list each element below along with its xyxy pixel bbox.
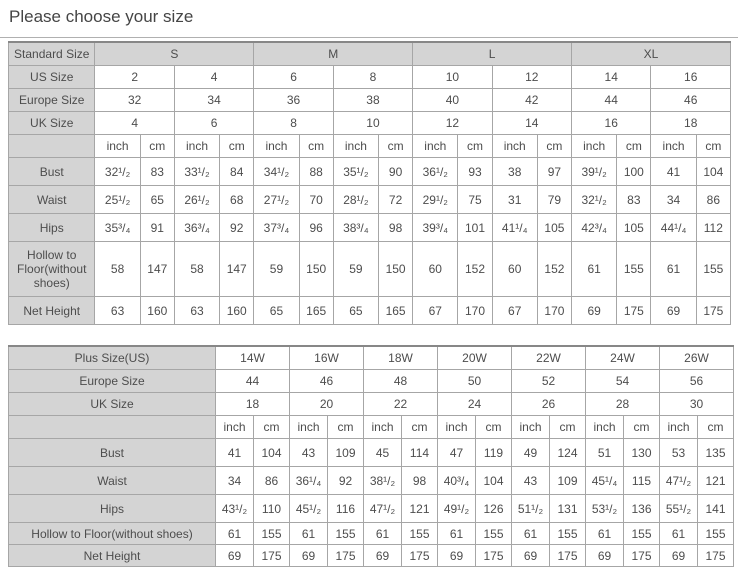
measure-value: 38³/₄	[333, 214, 378, 242]
measure-value: 61	[586, 523, 624, 545]
measure-value: 105	[537, 214, 571, 242]
unit-cell: inch	[651, 135, 696, 158]
size-value: 46	[290, 370, 364, 393]
size-value: 22W	[512, 346, 586, 370]
measure-value: 60	[492, 242, 537, 297]
size-value: 42	[492, 89, 571, 112]
measure-value: 61	[438, 523, 476, 545]
measure-value: 150	[299, 242, 333, 297]
measure-value: 91	[140, 214, 174, 242]
size-value: 14	[492, 112, 571, 135]
row-label: Net Height	[9, 545, 216, 567]
table-row	[9, 186, 731, 214]
unit-cell: cm	[220, 135, 254, 158]
measure-value: 65	[333, 297, 378, 325]
table-row	[9, 467, 734, 495]
measure-value: 34	[651, 186, 696, 214]
measure-value: 65	[254, 297, 299, 325]
size-value: 4	[174, 66, 253, 89]
measure-value: 104	[696, 158, 730, 186]
unit-cell: cm	[402, 416, 438, 439]
unit-cell: inch	[413, 135, 458, 158]
unit-cell: cm	[550, 416, 586, 439]
unit-cell: cm	[698, 416, 734, 439]
measure-value: 29¹/₂	[413, 186, 458, 214]
measure-value: 98	[378, 214, 412, 242]
measure-value: 61	[216, 523, 254, 545]
unit-cell: cm	[378, 135, 412, 158]
unit-cell: inch	[572, 135, 617, 158]
measure-value: 130	[624, 439, 660, 467]
measure-value: 170	[458, 297, 492, 325]
measure-value: 114	[402, 439, 438, 467]
size-value: 10	[413, 66, 492, 89]
measure-value: 92	[328, 467, 364, 495]
size-value: 26W	[660, 346, 734, 370]
measure-value: 69	[438, 545, 476, 567]
measure-value: 35³/₄	[95, 214, 140, 242]
measure-value: 75	[458, 186, 492, 214]
size-value: 26	[512, 393, 586, 416]
size-value: 30	[660, 393, 734, 416]
measure-value: 45	[364, 439, 402, 467]
measure-value: 110	[254, 495, 290, 523]
measure-value: 86	[254, 467, 290, 495]
size-value: 44	[572, 89, 651, 112]
measure-value: 61	[651, 242, 696, 297]
size-value: 54	[586, 370, 660, 393]
measure-value: 101	[458, 214, 492, 242]
measure-value: 175	[476, 545, 512, 567]
measure-value: 150	[378, 242, 412, 297]
measure-value: 165	[299, 297, 333, 325]
measure-value: 98	[402, 467, 438, 495]
measure-value: 175	[254, 545, 290, 567]
measure-value: 65	[140, 186, 174, 214]
unit-cell: cm	[254, 416, 290, 439]
size-value: 46	[651, 89, 731, 112]
unit-cell: inch	[254, 135, 299, 158]
table-row	[9, 242, 731, 297]
row-label: UK Size	[9, 112, 95, 135]
size-value: 32	[95, 89, 174, 112]
measure-value: 68	[220, 186, 254, 214]
row-label: Waist	[9, 186, 95, 214]
measure-value: 42³/₄	[572, 214, 617, 242]
measure-value: 69	[512, 545, 550, 567]
size-value: 24W	[586, 346, 660, 370]
measure-value: 83	[140, 158, 174, 186]
row-label	[9, 416, 216, 439]
measure-value: 79	[537, 186, 571, 214]
measure-value: 69	[290, 545, 328, 567]
measure-value: 160	[140, 297, 174, 325]
row-label: Hollow to Floor(without shoes)	[9, 523, 216, 545]
unit-cell: inch	[492, 135, 537, 158]
measure-value: 175	[550, 545, 586, 567]
measure-value: 131	[550, 495, 586, 523]
measure-value: 61	[660, 523, 698, 545]
measure-value: 105	[617, 214, 651, 242]
measure-value: 41	[216, 439, 254, 467]
unit-cell: inch	[333, 135, 378, 158]
row-label: US Size	[9, 66, 95, 89]
size-value: L	[413, 42, 572, 66]
unit-cell: inch	[364, 416, 402, 439]
size-value: 8	[254, 112, 333, 135]
measure-value: 35¹/₂	[333, 158, 378, 186]
table-row	[9, 545, 734, 567]
measure-value: 69	[216, 545, 254, 567]
table-row	[9, 523, 734, 545]
measure-value: 61	[512, 523, 550, 545]
measure-value: 34¹/₂	[254, 158, 299, 186]
measure-value: 175	[624, 545, 660, 567]
measure-value: 31	[492, 186, 537, 214]
unit-cell: cm	[140, 135, 174, 158]
measure-value: 136	[624, 495, 660, 523]
measure-value: 121	[698, 467, 734, 495]
measure-value: 49¹/₂	[438, 495, 476, 523]
measure-value: 41¹/₄	[492, 214, 537, 242]
unit-cell: cm	[299, 135, 333, 158]
size-value: 14W	[216, 346, 290, 370]
measure-value: 36¹/₂	[413, 158, 458, 186]
unit-cell: inch	[586, 416, 624, 439]
measure-value: 119	[476, 439, 512, 467]
size-value: 48	[364, 370, 438, 393]
measure-value: 40³/₄	[438, 467, 476, 495]
measure-value: 51	[586, 439, 624, 467]
unit-cell: cm	[458, 135, 492, 158]
size-value: 36	[254, 89, 333, 112]
measure-value: 155	[254, 523, 290, 545]
measure-value: 69	[364, 545, 402, 567]
unit-cell: cm	[624, 416, 660, 439]
measure-value: 121	[402, 495, 438, 523]
measure-value: 36³/₄	[174, 214, 219, 242]
unit-cell: inch	[438, 416, 476, 439]
size-value: 22	[364, 393, 438, 416]
measure-value: 97	[537, 158, 571, 186]
size-value: 56	[660, 370, 734, 393]
measure-value: 32¹/₂	[572, 186, 617, 214]
size-value: 18	[216, 393, 290, 416]
size-value: 24	[438, 393, 512, 416]
row-label: Hips	[9, 495, 216, 523]
table-row	[9, 214, 731, 242]
measure-value: 112	[696, 214, 730, 242]
measure-value: 155	[550, 523, 586, 545]
unit-cell: inch	[174, 135, 219, 158]
unit-cell: inch	[660, 416, 698, 439]
measure-value: 69	[572, 297, 617, 325]
size-value: 50	[438, 370, 512, 393]
size-value: S	[95, 42, 254, 66]
measure-value: 55¹/₂	[660, 495, 698, 523]
measure-value: 83	[617, 186, 651, 214]
measure-value: 49	[512, 439, 550, 467]
measure-value: 88	[299, 158, 333, 186]
measure-value: 104	[254, 439, 290, 467]
measure-value: 155	[624, 523, 660, 545]
size-value: 52	[512, 370, 586, 393]
table-row	[9, 297, 731, 325]
measure-value: 126	[476, 495, 512, 523]
measure-value: 147	[140, 242, 174, 297]
measure-value: 47¹/₂	[364, 495, 402, 523]
row-label: Bust	[9, 158, 95, 186]
row-label: Europe Size	[9, 370, 216, 393]
measure-value: 109	[328, 439, 364, 467]
size-value: 12	[413, 112, 492, 135]
table-row	[9, 158, 731, 186]
unit-cell: inch	[216, 416, 254, 439]
row-label: Standard Size	[9, 42, 95, 66]
table-row	[9, 439, 734, 467]
measure-value: 170	[537, 297, 571, 325]
row-label: Hollow to Floor(without shoes)	[9, 242, 95, 297]
row-label	[9, 135, 95, 158]
measure-value: 61	[572, 242, 617, 297]
measure-value: 175	[328, 545, 364, 567]
measure-value: 116	[328, 495, 364, 523]
table-row	[9, 89, 731, 112]
size-value: 16	[651, 66, 731, 89]
unit-cell: cm	[328, 416, 364, 439]
unit-cell: cm	[537, 135, 571, 158]
measure-value: 93	[458, 158, 492, 186]
measure-value: 155	[696, 242, 730, 297]
title-divider	[0, 37, 738, 38]
unit-cell: cm	[476, 416, 512, 439]
measure-value: 43¹/₂	[216, 495, 254, 523]
row-label: Waist	[9, 467, 216, 495]
measure-value: 33¹/₂	[174, 158, 219, 186]
measure-value: 45¹/₂	[290, 495, 328, 523]
size-value: M	[254, 42, 413, 66]
measure-value: 59	[333, 242, 378, 297]
measure-value: 27¹/₂	[254, 186, 299, 214]
row-label: Plus Size(US)	[9, 346, 216, 370]
size-value: 14	[572, 66, 651, 89]
unit-cell: inch	[95, 135, 140, 158]
size-value: 2	[95, 66, 174, 89]
standard-size-table	[8, 41, 731, 325]
measure-value: 36¹/₄	[290, 467, 328, 495]
measure-value: 41	[651, 158, 696, 186]
measure-value: 90	[378, 158, 412, 186]
size-value: 4	[95, 112, 174, 135]
measure-value: 63	[95, 297, 140, 325]
size-value: 8	[333, 66, 412, 89]
measure-value: 135	[698, 439, 734, 467]
measure-value: 175	[696, 297, 730, 325]
measure-value: 147	[220, 242, 254, 297]
measure-value: 53	[660, 439, 698, 467]
measure-value: 51¹/₂	[512, 495, 550, 523]
size-value: 38	[333, 89, 412, 112]
measure-value: 96	[299, 214, 333, 242]
size-value: 16	[572, 112, 651, 135]
unit-cell: inch	[290, 416, 328, 439]
size-value: 12	[492, 66, 571, 89]
measure-value: 109	[550, 467, 586, 495]
measure-value: 115	[624, 467, 660, 495]
measure-value: 38	[492, 158, 537, 186]
measure-value: 25¹/₂	[95, 186, 140, 214]
size-value: 20	[290, 393, 364, 416]
measure-value: 104	[476, 467, 512, 495]
measure-value: 175	[617, 297, 651, 325]
measure-value: 44¹/₄	[651, 214, 696, 242]
measure-value: 38¹/₂	[364, 467, 402, 495]
measure-value: 32¹/₂	[95, 158, 140, 186]
size-value: XL	[572, 42, 731, 66]
table-row	[9, 66, 731, 89]
measure-value: 155	[698, 523, 734, 545]
measure-value: 124	[550, 439, 586, 467]
size-value: 20W	[438, 346, 512, 370]
table-row	[9, 370, 734, 393]
measure-value: 175	[402, 545, 438, 567]
size-value: 44	[216, 370, 290, 393]
size-value: 40	[413, 89, 492, 112]
page-title: Please choose your size	[9, 7, 194, 26]
measure-value: 47¹/₂	[660, 467, 698, 495]
measure-value: 70	[299, 186, 333, 214]
measure-value: 152	[537, 242, 571, 297]
size-value: 16W	[290, 346, 364, 370]
unit-cell: cm	[696, 135, 730, 158]
size-value: 18	[651, 112, 731, 135]
measure-value: 47	[438, 439, 476, 467]
measure-value: 61	[364, 523, 402, 545]
measure-value: 141	[698, 495, 734, 523]
unit-header-row	[9, 416, 734, 439]
size-value: 10	[333, 112, 412, 135]
measure-value: 60	[413, 242, 458, 297]
table-row	[9, 42, 731, 66]
measure-value: 160	[220, 297, 254, 325]
measure-value: 84	[220, 158, 254, 186]
measure-value: 43	[512, 467, 550, 495]
unit-header-row	[9, 135, 731, 158]
size-value: 34	[174, 89, 253, 112]
row-label: Bust	[9, 439, 216, 467]
measure-value: 61	[290, 523, 328, 545]
measure-value: 69	[586, 545, 624, 567]
measure-value: 155	[617, 242, 651, 297]
size-value: 6	[254, 66, 333, 89]
measure-value: 155	[402, 523, 438, 545]
size-value: 6	[174, 112, 253, 135]
measure-value: 155	[476, 523, 512, 545]
table-row	[9, 112, 731, 135]
measure-value: 69	[651, 297, 696, 325]
table-row	[9, 495, 734, 523]
row-label: UK Size	[9, 393, 216, 416]
measure-value: 67	[413, 297, 458, 325]
measure-value: 59	[254, 242, 299, 297]
measure-value: 28¹/₂	[333, 186, 378, 214]
measure-value: 100	[617, 158, 651, 186]
measure-value: 72	[378, 186, 412, 214]
measure-value: 39³/₄	[413, 214, 458, 242]
unit-cell: inch	[512, 416, 550, 439]
size-value: 18W	[364, 346, 438, 370]
measure-value: 53¹/₂	[586, 495, 624, 523]
measure-value: 155	[328, 523, 364, 545]
unit-cell: cm	[617, 135, 651, 158]
plus-size-table	[8, 345, 734, 567]
measure-value: 175	[698, 545, 734, 567]
measure-value: 63	[174, 297, 219, 325]
measure-value: 37³/₄	[254, 214, 299, 242]
measure-value: 45¹/₄	[586, 467, 624, 495]
measure-value: 34	[216, 467, 254, 495]
row-label: Hips	[9, 214, 95, 242]
measure-value: 92	[220, 214, 254, 242]
measure-value: 165	[378, 297, 412, 325]
measure-value: 43	[290, 439, 328, 467]
size-value: 28	[586, 393, 660, 416]
table-row	[9, 393, 734, 416]
measure-value: 39¹/₂	[572, 158, 617, 186]
measure-value: 69	[660, 545, 698, 567]
measure-value: 58	[95, 242, 140, 297]
row-label: Net Height	[9, 297, 95, 325]
measure-value: 152	[458, 242, 492, 297]
row-label: Europe Size	[9, 89, 95, 112]
table-row	[9, 346, 734, 370]
measure-value: 58	[174, 242, 219, 297]
measure-value: 26¹/₂	[174, 186, 219, 214]
measure-value: 86	[696, 186, 730, 214]
measure-value: 67	[492, 297, 537, 325]
